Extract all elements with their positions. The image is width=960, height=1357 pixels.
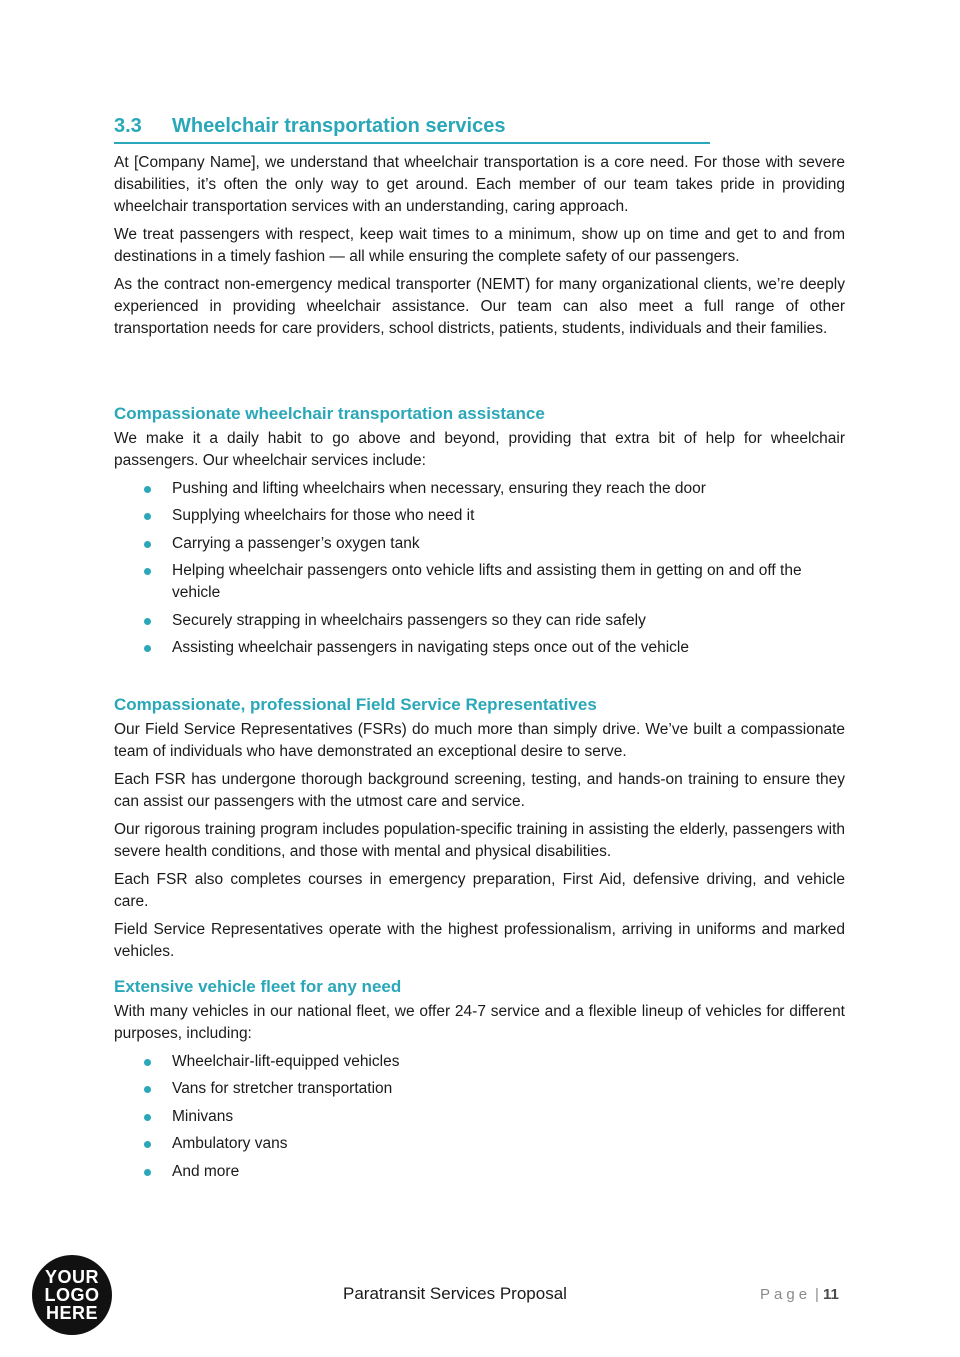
bullet-icon (144, 1114, 151, 1121)
section-heading (114, 115, 710, 144)
paragraph: Each FSR also completes courses in emergency preparation, First Aid, defensive driving, and vehicle care. (114, 870, 845, 910)
list-item: Minivans (114, 1106, 845, 1128)
list-item: Vans for stretcher transportation (114, 1078, 845, 1100)
list-item: Ambulatory vans (114, 1133, 845, 1155)
list-item: Pushing and lifting wheelchairs when necessary, ensuring they reach the door (114, 478, 845, 500)
assistance-heading: Compassionate wheelchair transportation assistance (114, 404, 545, 423)
paragraph: We make it a daily habit to go above and beyond, providing that extra bit of help for wheelchair passengers. Our wheelchair services include: (114, 430, 845, 469)
paragraph: Our Field Service Representatives (FSRs) do much more than simply drive. We’ve built a compassionate team of individuals who have demonstrated an exceptional desire to serve. (114, 720, 845, 760)
assistance-list (114, 478, 845, 659)
footer-title: Paratransit Services Proposal (343, 1284, 567, 1303)
list-item: Wheelchair-lift-equipped vehicles (114, 1051, 845, 1073)
bullet-icon (144, 1086, 151, 1093)
list-item: Carrying a passenger’s oxygen tank (114, 533, 845, 555)
fleet-list (114, 1051, 845, 1183)
paragraph: As the contract non-emergency medical transporter (NEMT) for many organizational clients, we’re deeply experienced in providing wheelchair assistance. Our team can also meet a full range of other transportation needs for care providers, school districts, patients, students, individuals and their families. (114, 276, 845, 337)
paragraph: Field Service Representatives operate with the highest professionalism, arriving in uniforms and marked vehicles. (114, 920, 845, 960)
bullet-icon (144, 1059, 151, 1066)
bullet-icon (144, 541, 151, 548)
paragraph: At [Company Name], we understand that wheelchair transportation is a core need. For those with severe disabilities, it’s often the only way to get around. Each member of our team takes pride in providing wheelchair transportation services with an understanding, caring approach. (114, 154, 845, 215)
page-number-value: 11 (822, 1286, 839, 1303)
list-item: Supplying wheelchairs for those who need it (114, 505, 845, 527)
paragraph: We treat passengers with respect, keep wait times to a minimum, show up on time and get to and from destinations in a timely fashion — all while ensuring the complete safety of our passengers. (114, 226, 845, 265)
bullet-icon (144, 1141, 151, 1148)
list-item: Assisting wheelchair passengers in navigating steps once out of the vehicle (114, 637, 845, 659)
list-item: And more (114, 1161, 845, 1183)
page-label: Page (760, 1286, 812, 1303)
fleet-heading: Extensive vehicle fleet for any need (114, 976, 402, 996)
paragraph: Each FSR has undergone thorough background screening, testing, and hands-on training to ensure they can assist our passengers with the utmost care and service. (114, 770, 845, 810)
paragraph: With many vehicles in our national fleet, we offer 24-7 service and a flexible lineup of vehicles for different purposes, including: (114, 1002, 845, 1042)
page-number: Page | 11 (760, 1286, 839, 1303)
paragraph: Our rigorous training program includes population-specific training in assisting the elderly, passengers with severe health conditions, and those with mental and physical disabilities. (114, 820, 845, 860)
bullet-icon (144, 1169, 151, 1176)
bullet-icon (144, 486, 151, 493)
section-title: Wheelchair transportation services (172, 115, 506, 137)
bullet-icon (144, 618, 151, 625)
list-item: Securely strapping in wheelchairs passengers so they can ride safely (114, 610, 845, 632)
bullet-icon (144, 513, 151, 520)
document-body (114, 115, 845, 1188)
section-number: 3.3 (114, 115, 142, 137)
list-item: Helping wheelchair passengers onto vehicle lifts and assisting them in getting on and off the vehicle (114, 560, 845, 604)
bullet-icon (144, 645, 151, 652)
fsr-heading: Compassionate, professional Field Service Representatives (114, 694, 597, 714)
logo: YOUR LOGO HERE (32, 1255, 112, 1335)
bullet-icon (144, 568, 151, 575)
